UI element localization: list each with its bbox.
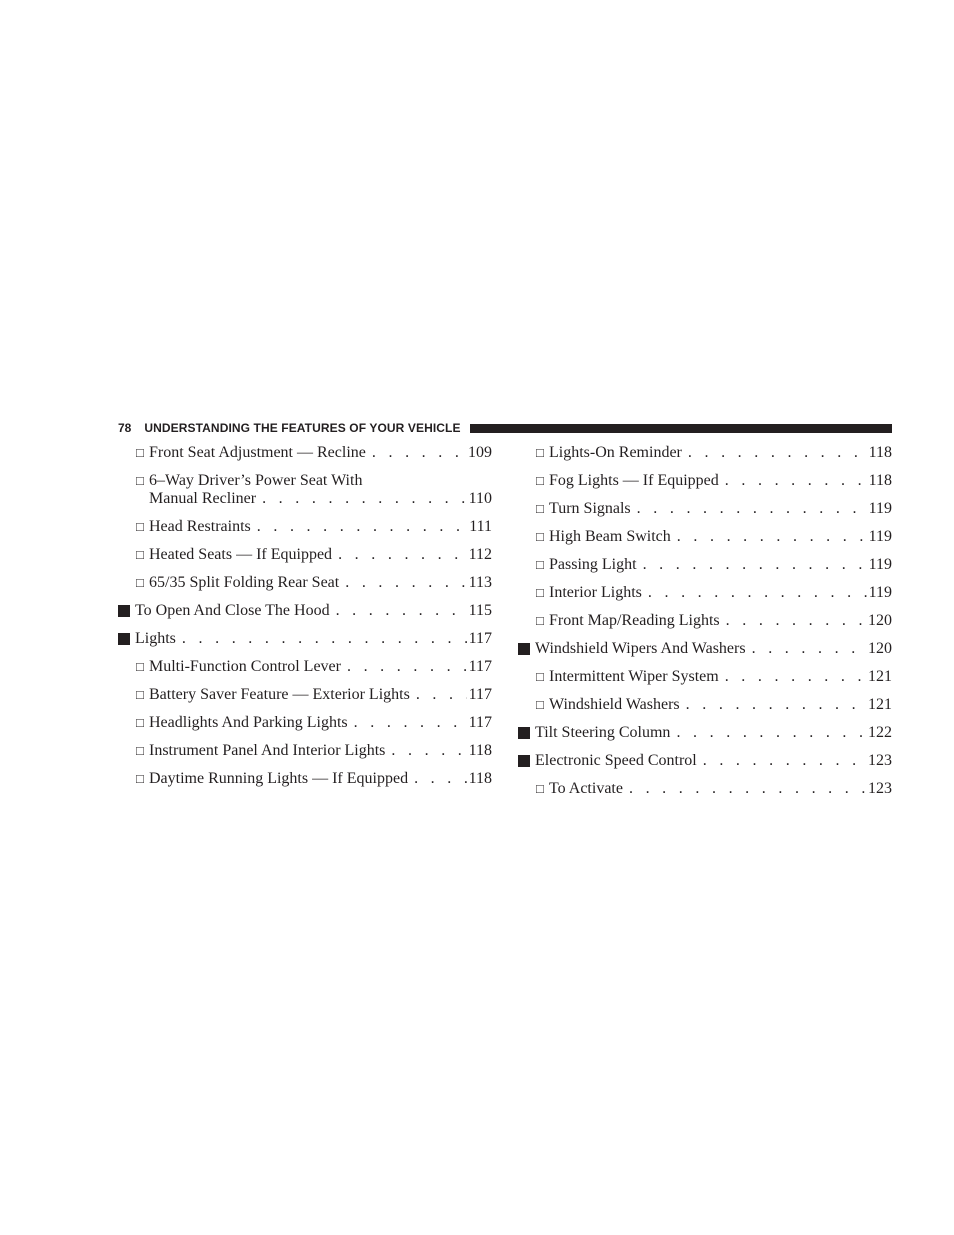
dot-leader <box>688 444 867 462</box>
hollow-square-bullet-icon: □ <box>136 743 144 758</box>
hollow-square-bullet-icon: □ <box>536 501 544 516</box>
toc-entry-line <box>535 640 892 658</box>
dot-leader <box>338 546 467 564</box>
toc-entry-text: Instrument Panel And Interior Lights <box>149 742 386 759</box>
toc-entry-line <box>149 518 492 536</box>
toc-entry-line <box>149 546 492 564</box>
toc-entry-text: Manual Recliner <box>149 490 257 507</box>
toc-entry-text: Head Restraints <box>149 518 251 535</box>
toc-page-number: 118 <box>468 770 492 787</box>
filled-square-bullet-icon <box>518 727 530 739</box>
toc-page-number: 121 <box>868 696 892 713</box>
toc-entry-line <box>535 752 892 770</box>
toc-subsection-entry[interactable] <box>518 556 892 574</box>
toc-entry-text: Windshield Wipers And Washers <box>535 640 746 657</box>
toc-subsection-entry[interactable] <box>518 500 892 518</box>
toc-entry-line <box>149 444 492 462</box>
toc-subsection-entry[interactable] <box>118 742 492 760</box>
filled-square-bullet-icon <box>518 643 530 655</box>
dot-leader <box>347 658 467 676</box>
toc-entry-line <box>549 472 892 490</box>
dot-leader <box>643 556 867 574</box>
toc-page-number: 117 <box>468 714 492 731</box>
toc-entry-text: Fog Lights — If Equipped <box>549 472 719 489</box>
toc-entry-line <box>549 780 892 798</box>
toc-entry-text: Windshield Washers <box>549 696 680 713</box>
filled-square-bullet-icon <box>118 633 130 645</box>
toc-page-number: 118 <box>468 742 492 759</box>
toc-section-entry[interactable] <box>518 724 892 742</box>
toc-page-number: 123 <box>868 780 892 797</box>
toc-entry-text: Heated Seats — If Equipped <box>149 546 333 563</box>
hollow-square-bullet-icon: □ <box>536 445 544 460</box>
toc-page-number: 122 <box>868 724 892 741</box>
filled-square-bullet-icon <box>118 605 130 617</box>
dot-leader <box>725 668 866 686</box>
hollow-square-bullet-icon: □ <box>136 473 144 488</box>
toc-entry-text: Interior Lights <box>549 584 642 601</box>
header-rule <box>470 424 892 433</box>
dot-leader <box>354 714 467 732</box>
toc-subsection-entry[interactable] <box>118 770 492 788</box>
toc-page-number: 119 <box>868 584 892 601</box>
hollow-square-bullet-icon: □ <box>136 659 144 674</box>
toc-subsection-entry[interactable] <box>118 574 492 592</box>
toc-entry-line <box>149 770 492 788</box>
dot-leader <box>703 752 866 770</box>
hollow-square-bullet-icon: □ <box>536 697 544 712</box>
toc-subsection-entry[interactable] <box>518 780 892 798</box>
toc-entry-text-line: 6–Way Driver’s Power Seat With <box>149 472 363 489</box>
toc-subsection-entry[interactable] <box>518 528 892 546</box>
toc-entry-line <box>549 528 892 546</box>
toc-entry-text: Headlights And Parking Lights <box>149 714 348 731</box>
dot-leader <box>686 696 866 714</box>
toc-page-number: 110 <box>468 490 492 507</box>
toc-subsection-entry[interactable] <box>118 472 492 508</box>
dot-leader <box>637 500 867 518</box>
filled-square-bullet-icon <box>518 755 530 767</box>
dot-leader <box>345 574 466 592</box>
toc-entry-text: Lights-On Reminder <box>549 444 682 461</box>
dot-leader <box>725 472 867 490</box>
toc-entry-text: Passing Light <box>549 556 637 573</box>
toc-subsection-entry[interactable] <box>118 714 492 732</box>
dot-leader <box>677 528 867 546</box>
toc-page-number: 120 <box>868 612 892 629</box>
toc-entry-line <box>149 742 492 760</box>
toc-entry-line <box>149 658 492 676</box>
toc-page-number: 120 <box>868 640 892 657</box>
toc-entry-text: Electronic Speed Control <box>535 752 697 769</box>
toc-entry-line <box>135 602 492 620</box>
hollow-square-bullet-icon: □ <box>536 529 544 544</box>
toc-page-number: 118 <box>868 472 892 489</box>
toc-entry-line <box>149 574 492 592</box>
toc-page-number: 117 <box>468 686 492 703</box>
page-header <box>118 418 892 438</box>
toc-subsection-entry[interactable] <box>118 546 492 564</box>
toc-entry-line <box>549 444 892 462</box>
toc-entry-text: Front Seat Adjustment — Recline <box>149 444 366 461</box>
dot-leader <box>182 630 467 648</box>
toc-right-column <box>518 444 892 808</box>
toc-page-number: 109 <box>468 444 492 461</box>
toc-section-entry[interactable] <box>518 752 892 770</box>
hollow-square-bullet-icon: □ <box>136 575 144 590</box>
toc-subsection-entry[interactable] <box>518 612 892 630</box>
toc-entry-text: Intermittent Wiper System <box>549 668 719 685</box>
page-number: 78 <box>118 421 132 435</box>
dot-leader <box>372 444 466 462</box>
toc-subsection-entry[interactable] <box>518 444 892 462</box>
toc-page-number: 117 <box>468 630 492 647</box>
toc-entry-text: Front Map/Reading Lights <box>549 612 720 629</box>
toc-entry-text: Battery Saver Feature — Exterior Lights <box>149 686 410 703</box>
dot-leader <box>726 612 866 630</box>
toc-left-column <box>118 444 492 798</box>
hollow-square-bullet-icon: □ <box>536 585 544 600</box>
toc-section-entry[interactable] <box>518 640 892 658</box>
toc-page-number: 111 <box>469 518 492 535</box>
toc-page-number: 115 <box>468 602 492 619</box>
toc-entry-line <box>535 724 892 742</box>
toc-entry-line <box>549 500 892 518</box>
toc-entry-text: Daytime Running Lights — If Equipped <box>149 770 409 787</box>
toc-page-number: 119 <box>868 556 892 573</box>
toc-subsection-entry[interactable] <box>118 518 492 536</box>
dot-leader <box>629 780 866 798</box>
hollow-square-bullet-icon: □ <box>536 669 544 684</box>
toc-subsection-entry[interactable] <box>518 668 892 686</box>
toc-section-entry[interactable] <box>118 630 492 648</box>
toc-entry-text: Turn Signals <box>549 500 631 517</box>
toc-subsection-entry[interactable] <box>118 686 492 704</box>
toc-page-number: 123 <box>868 752 892 769</box>
hollow-square-bullet-icon: □ <box>536 473 544 488</box>
hollow-square-bullet-icon: □ <box>536 557 544 572</box>
toc-entry-line <box>149 490 492 508</box>
toc-entry-line <box>549 612 892 630</box>
toc-entry-line <box>135 630 492 648</box>
toc-entry-text: High Beam Switch <box>549 528 671 545</box>
dot-leader <box>262 490 467 508</box>
toc-subsection-entry[interactable] <box>118 444 492 462</box>
toc-page-number: 112 <box>468 546 492 563</box>
dot-leader <box>257 518 467 536</box>
hollow-square-bullet-icon: □ <box>136 547 144 562</box>
toc-page-number: 117 <box>468 658 492 675</box>
toc-entry-text: 65/35 Split Folding Rear Seat <box>149 574 340 591</box>
toc-entry-text: To Open And Close The Hood <box>135 602 330 619</box>
hollow-square-bullet-icon: □ <box>136 687 144 702</box>
hollow-square-bullet-icon: □ <box>136 715 144 730</box>
hollow-square-bullet-icon: □ <box>136 445 144 460</box>
dot-leader <box>648 584 867 602</box>
toc-subsection-entry[interactable] <box>518 472 892 490</box>
toc-section-entry[interactable] <box>118 602 492 620</box>
toc-entry-text: To Activate <box>549 780 623 797</box>
toc-page-number: 113 <box>468 574 492 591</box>
toc-entry-line <box>549 696 892 714</box>
hollow-square-bullet-icon: □ <box>136 771 144 786</box>
toc-subsection-entry[interactable] <box>518 696 892 714</box>
toc-entry-text: Lights <box>135 630 176 647</box>
dot-leader <box>676 724 866 742</box>
toc-entry-line <box>149 714 492 732</box>
toc-entry-text: Tilt Steering Column <box>535 724 671 741</box>
toc-page-number: 121 <box>868 668 892 685</box>
toc-page-number: 119 <box>868 500 892 517</box>
toc-page-number: 118 <box>868 444 892 461</box>
hollow-square-bullet-icon: □ <box>536 613 544 628</box>
toc-entry-line <box>549 668 892 686</box>
dot-leader <box>414 770 467 788</box>
dot-leader <box>752 640 866 658</box>
hollow-square-bullet-icon: □ <box>136 519 144 534</box>
dot-leader <box>416 686 467 704</box>
toc-entry-line <box>549 556 892 574</box>
toc-subsection-entry[interactable] <box>518 584 892 602</box>
toc-entry-text: Multi-Function Control Lever <box>149 658 341 675</box>
running-title: UNDERSTANDING THE FEATURES OF YOUR VEHICLE <box>144 421 461 435</box>
toc-entry-line <box>149 686 492 704</box>
toc-entry-line <box>549 584 892 602</box>
dot-leader <box>391 742 466 760</box>
dot-leader <box>336 602 467 620</box>
hollow-square-bullet-icon: □ <box>536 781 544 796</box>
toc-page-number: 119 <box>868 528 892 545</box>
toc-subsection-entry[interactable] <box>118 658 492 676</box>
